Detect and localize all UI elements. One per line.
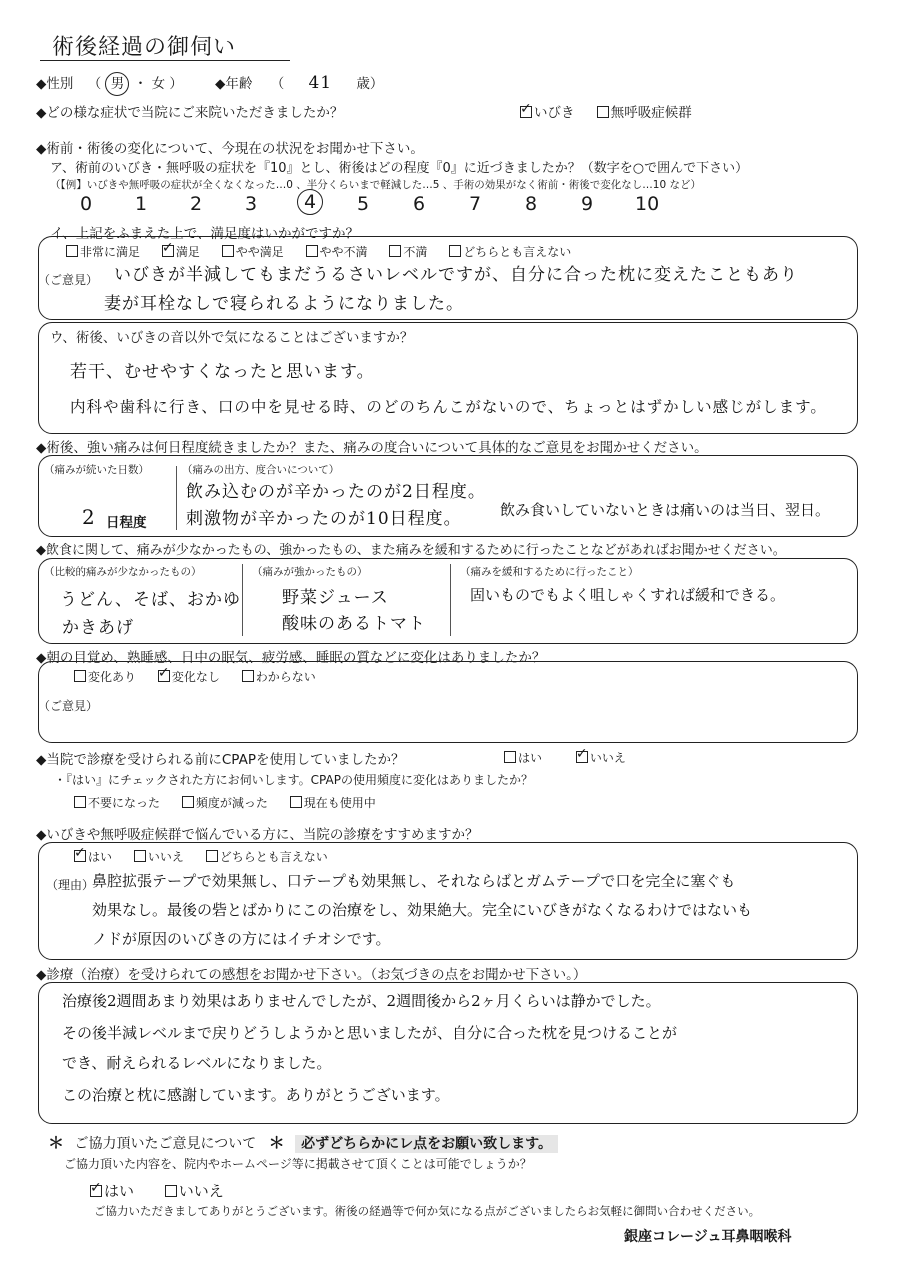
checkbox-icon[interactable] (597, 106, 609, 118)
scale-9[interactable]: 9 (581, 193, 594, 215)
option-label: 変化あり (88, 670, 137, 684)
q6-col1-line1: うどん、そば、おかゆ (60, 590, 242, 610)
option-label: 非常に満足 (80, 245, 141, 259)
q5-detail-label: （痛みの出方、度合いについて） (182, 464, 340, 476)
title-underline (40, 60, 290, 61)
option-no-longer-needed[interactable] (74, 796, 160, 810)
q10-answer-line4: この治療と枕に感謝しています。ありがとうございます。 (62, 1086, 450, 1104)
option-label: 現在も使用中 (303, 796, 376, 810)
option-apnea[interactable] (597, 105, 692, 121)
q4-answer-line1: 若干、むせやすくなったと思います。 (70, 362, 375, 382)
option-unknown[interactable] (242, 670, 316, 684)
checkbox-icon[interactable] (134, 850, 146, 862)
q2-example: （【例】いびきや無呼吸の症状が全くなくなった…0 、半分くらいまで軽減した…5 、手術の効果がなく術前・術後で変化なし…10 など） (50, 179, 701, 191)
option-label: 不要になった (88, 796, 161, 810)
option-label: 満足 (175, 245, 200, 259)
q6-col2-line2: 酸味のあるトマト (282, 614, 426, 634)
q8-sub-options (74, 794, 394, 811)
q5-column-divider (176, 466, 177, 530)
q5-answer-line3: 飲み食いしていないときは痛いのは当日、翌日。 (500, 501, 831, 519)
checkbox-icon[interactable] (182, 796, 194, 808)
q1-text: ◆どの様な症状で当院にご来院いただきましたか？ (36, 105, 344, 121)
option-recommend-no[interactable] (134, 850, 184, 864)
option-label: どちらとも言えない (219, 850, 328, 864)
q10-text: ◆診療（治療）を受けられての感想をお聞かせ下さい。（お気づきの点をお聞かせ下さい。） (36, 967, 587, 983)
option-changed[interactable] (74, 670, 136, 684)
q8-text: ◆当院で診療を受けられる前にCPAPを使用していましたか？ (36, 752, 405, 768)
option-label: いいえ (147, 850, 184, 864)
q10-answer-line1: 治療後2週間あまり効果はありませんでしたが、2週間後から2ヶ月くらいは静かでした。 (62, 992, 661, 1010)
footer-heading: ご協力頂いたご意見について (74, 1136, 257, 1152)
age-label: ◆年齢 (215, 76, 253, 92)
footer-notice: 必ずどちらかにレ点をお願い致します。 (295, 1135, 558, 1153)
q6-col3-label: （痛みを緩和するために行ったこと） (460, 566, 639, 578)
scale-0[interactable]: 0 (80, 193, 93, 215)
checkbox-icon[interactable] (74, 670, 86, 682)
q9-answer-line3: ノドが原因のいびきの方にはイチオシです。 (92, 930, 391, 948)
q6-col1-line2: かきあげ (62, 618, 134, 638)
option-label: いいえ (589, 751, 626, 765)
q6-col2-label: （痛みが強かったもの） (252, 566, 368, 578)
option-publish-yes[interactable] (90, 1182, 134, 1200)
q9-answer-line2: 効果なし。最後の砦とばかりにこの治療をし、効果絶大。完全にいびきがなくなるわけではないも (92, 901, 753, 919)
q5-days-value[interactable]: 2 (82, 505, 96, 529)
footer-question: ご協力頂いた内容を、院内やホームページ等に掲載させて頂くことは可能でしょうか？ (64, 1157, 532, 1171)
q6-divider-1 (242, 564, 243, 636)
option-label: はい (518, 751, 543, 765)
checkbox-icon[interactable] (74, 850, 86, 862)
scale-8[interactable]: 8 (525, 193, 538, 215)
q3-answer-line1: いびきが半減してもまだうるさいレベルですが、自分に合った枕に変えたこともあり (114, 265, 798, 285)
scale-10[interactable]: 10 (635, 193, 660, 215)
scale-6[interactable]: 6 (413, 193, 426, 215)
scale-row (70, 188, 690, 218)
q4-answer-line2: 内科や歯科に行き、口の中を見せる時、のどのちんこがないので、ちょっとはずかしい感じがします。 (70, 398, 827, 416)
q7-text: ◆朝の目覚め、熟睡感、日中の眠気、疲労感、睡眠の質などに変化はありましたか？ (36, 650, 546, 666)
q3-opinion-label: （ご意見） (38, 273, 99, 287)
option-cpap-yes[interactable] (504, 751, 542, 765)
option-label: どちらとも言えない (463, 245, 572, 259)
q5-days-label: （痛みが続いた日数） (44, 464, 149, 476)
checkbox-icon[interactable] (165, 1185, 177, 1197)
footer-heading-row (48, 1130, 558, 1153)
age-unit: 歳） (356, 76, 384, 92)
q5-text: ◆術後、強い痛みは何日程度続きましたか？また、痛みの度合いについて具体的なご意見をお聞かせください。 (36, 440, 708, 456)
q5-days-unit: 日程度 (106, 515, 147, 531)
footer-star-1: ＊ (48, 1133, 65, 1152)
option-label: いびき (534, 105, 575, 121)
checkbox-icon[interactable] (74, 796, 86, 808)
q1-options (520, 101, 710, 121)
q5-answer-line2: 刺激物が辛かったのが10日程度。 (186, 509, 462, 529)
footer-star-2: ＊ (268, 1133, 285, 1152)
option-label: やや不満 (319, 245, 368, 259)
q8-options (504, 749, 644, 766)
q9-text: ◆いびきや無呼吸症候群で悩んでいる方に、当院の診療をすすめますか？ (36, 827, 479, 843)
footer-thanks: ご協力いただきましてありがとうございます。術後の経過等で何か気になる点がございましたらお気軽に御問い合わせください。 (94, 1204, 761, 1218)
checkbox-icon[interactable] (206, 850, 218, 862)
scale-7[interactable]: 7 (469, 193, 482, 215)
option-label: 不満 (403, 245, 428, 259)
scale-1[interactable]: 1 (135, 193, 148, 215)
option-ibiki[interactable] (520, 105, 575, 121)
q4-text: ウ、術後、いびきの音以外で気になることはございますか？ (50, 330, 414, 346)
checkbox-icon[interactable] (158, 670, 170, 682)
age-row (215, 72, 383, 93)
option-recommend-yes[interactable] (74, 850, 112, 864)
q10-answer-line2: その後半減レベルまで戻りどうしようかと思いましたが、自分に合った枕を見つけることが (62, 1024, 678, 1042)
q7-opinion-label: （ご意見） (38, 699, 99, 713)
footer-options (90, 1180, 224, 1201)
scale-2[interactable]: 2 (190, 193, 203, 215)
q10-answer-line3: でき、耐えられるレベルになりました。 (62, 1054, 332, 1072)
q5-answer-line1: 飲み込むのが辛かったのが2日程度。 (186, 482, 486, 502)
gender-male-circled[interactable]: 男 (105, 72, 129, 96)
q3-text: イ、上記をふまえた上で、満足度はいかがですか？ (50, 226, 360, 242)
checkbox-icon[interactable] (576, 751, 588, 763)
option-label: わからない (255, 670, 316, 684)
q7-options (74, 668, 334, 685)
checkbox-icon[interactable] (520, 106, 532, 118)
q6-col2-line1: 野菜ジュース (282, 588, 389, 608)
q9-answer-line1: 鼻腔拡張テープで効果無し、口テープも効果無し、それならばとガムテープで口を完全に塞ぐも (92, 872, 736, 890)
gender-row: ◆性別 （ 男 ・ 女 ） (36, 72, 183, 96)
form-title: 術後経過の御伺い (52, 35, 237, 60)
checkbox-icon[interactable] (290, 796, 302, 808)
q3-answer-line2: 妻が耳栓なしで寝られるようになりました。 (104, 294, 464, 314)
q6-divider-2 (450, 564, 451, 636)
option-frequency-reduced[interactable] (182, 796, 268, 810)
option-label: 頻度が減った (195, 796, 268, 810)
q8-sub-text: ・『はい』にチェックされた方にお伺いします。CPAPの使用頻度に変化はありましたか？ (54, 773, 533, 787)
scale-5[interactable]: 5 (357, 193, 370, 215)
option-cpap-no[interactable] (576, 751, 626, 765)
option-label: 無呼吸症候群 (610, 105, 692, 121)
option-publish-no[interactable] (165, 1182, 224, 1200)
gender-separator: ・ (133, 76, 148, 92)
option-label: 変化なし (171, 670, 220, 684)
option-still-using[interactable] (290, 796, 376, 810)
gender-female[interactable]: 女 (151, 76, 166, 92)
q2-a-text: ア、術前のいびき・無呼吸の症状を『10』とし、術後はどの程度『0』に近づきましたか？（数字を○で囲んで下さい） (50, 161, 749, 176)
q6-col1-label: （比較的痛みが少なかったもの） (44, 566, 202, 578)
option-label: いいえ (178, 1182, 224, 1200)
clinic-name: 銀座コレージュ耳鼻咽喉科 (624, 1229, 792, 1245)
scale-4-selected[interactable]: 4 (297, 189, 323, 215)
option-no-change[interactable] (158, 670, 220, 684)
option-label: はい (104, 1182, 135, 1200)
gender-label: ◆性別 (36, 76, 74, 92)
checkbox-icon[interactable] (242, 670, 254, 682)
option-label: やや満足 (235, 245, 284, 259)
q2-text: ◆術前・術後の変化について、今現在の状況をお聞かせ下さい。 (36, 141, 424, 157)
q9-reason-label: （理由） (46, 878, 95, 892)
age-open: （ (270, 76, 285, 92)
scale-3[interactable]: 3 (245, 193, 258, 215)
q6-text: ◆飲食に関して、痛みが少なかったもの、強かったもの、また痛みを緩和するために行ったことなどがあればお聞かせください。 (36, 543, 786, 558)
checkbox-icon[interactable] (90, 1185, 102, 1197)
q9-options (74, 848, 346, 865)
age-value[interactable]: 41 (308, 73, 333, 93)
option-label: はい (88, 850, 113, 864)
checkbox-icon[interactable] (504, 751, 516, 763)
q6-col3-line1: 固いものでもよく咀しゃくすれば緩和できる。 (470, 586, 786, 604)
option-recommend-neither[interactable] (206, 850, 328, 864)
